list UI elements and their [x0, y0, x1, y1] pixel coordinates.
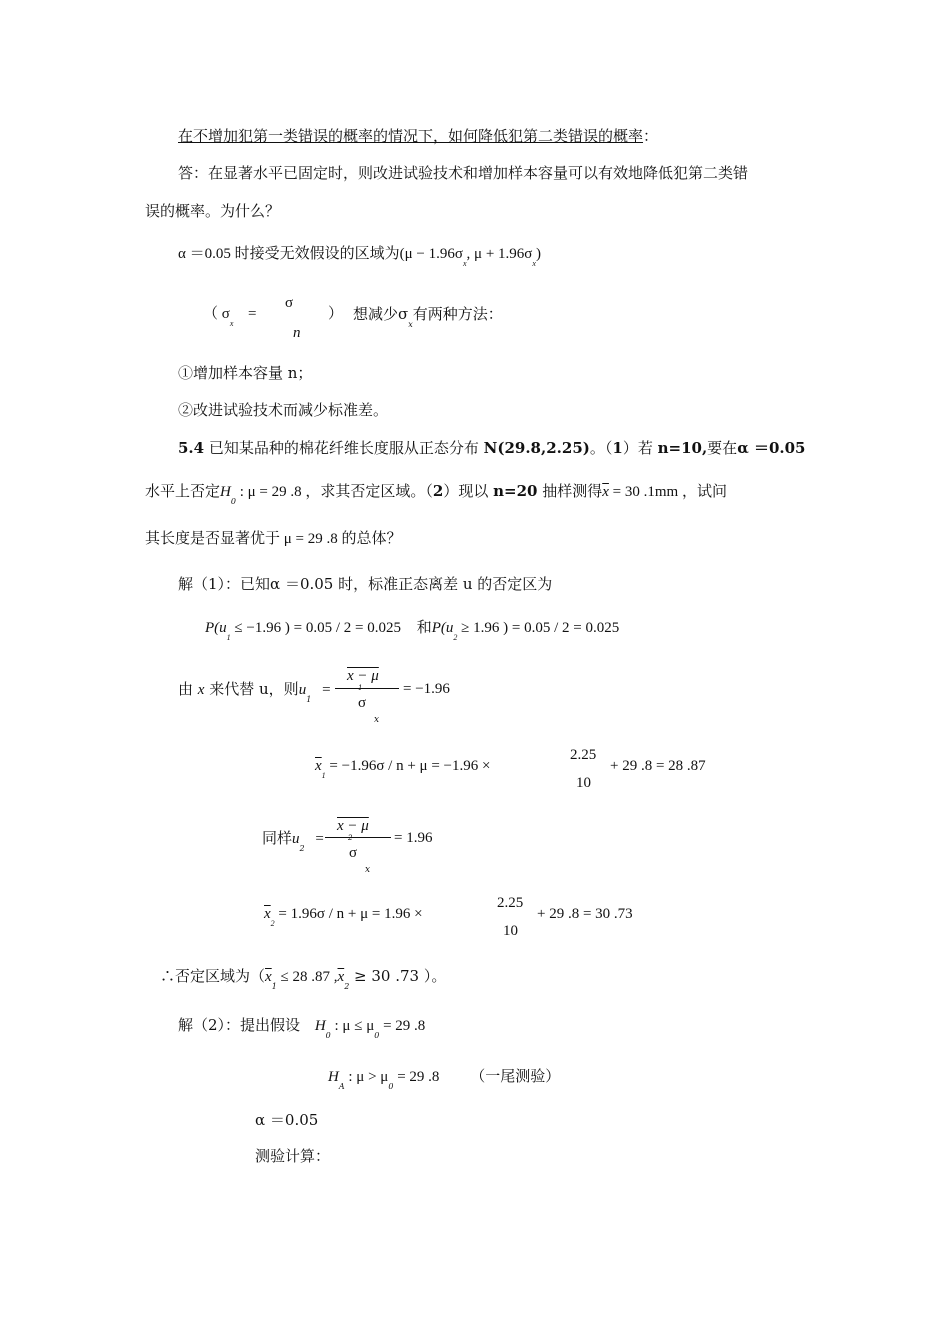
- reduce-sigma-sub: x: [408, 320, 413, 329]
- u2-sub: 2: [299, 844, 305, 853]
- prob-a: P(u: [205, 620, 227, 636]
- replace-mid: 来代替 u，则: [209, 680, 299, 698]
- problem-number: 5.4: [178, 439, 205, 457]
- question-line: [178, 126, 658, 146]
- x1-sub: 1: [321, 771, 326, 780]
- problem-n10: n=10,: [657, 439, 708, 457]
- sigma-fraction-numerator: σ: [285, 295, 294, 311]
- u2-symbol: u: [292, 831, 300, 847]
- problem-line3-end: 的总体？: [341, 529, 402, 547]
- problem-h0: H: [220, 484, 231, 500]
- sol2-alpha: α ＝0.05: [255, 1111, 319, 1129]
- sol2-ha-sub: A: [338, 1082, 345, 1091]
- problem-xval: = 30 .1mm ，试问: [608, 484, 727, 500]
- reject-x2-sub: 2: [344, 982, 350, 991]
- reduce-sigma-text2: 有两种方法：: [412, 305, 503, 323]
- interval-left-sub: x: [462, 259, 467, 268]
- reject-mid: ≤ 28 .87 ,: [276, 969, 338, 985]
- x1-frac-num: 2.25: [570, 747, 597, 763]
- reject-pre: ∴否定区域为（: [160, 967, 266, 985]
- sol2-h0-rest: : μ ≤ μ: [330, 1018, 375, 1034]
- x2-frac-den: 10: [503, 923, 518, 939]
- u1-eq: =: [322, 682, 331, 698]
- u1-fraction-bar: [335, 688, 399, 689]
- alpha-prefix: α ＝0.05 时接受无效假设的区域为: [178, 246, 400, 262]
- probability-line: [205, 618, 619, 640]
- x2-result: + 29 .8 = 30 .73: [537, 906, 633, 922]
- alternative-hypothesis-line: [328, 1066, 560, 1089]
- problem-line-2: [145, 481, 727, 504]
- u1-numerator: [347, 666, 379, 686]
- u1-sub: 1: [306, 695, 312, 704]
- interval-left: (μ − 1.96σ: [399, 246, 463, 262]
- acceptance-region-line: [178, 244, 541, 266]
- u1-denominator: σ: [358, 695, 367, 711]
- prob-b-rest: ≥ 1.96 ) = 0.05 / 2 = 0.025: [457, 620, 620, 636]
- x2-expression: = 1.96σ / n + μ = 1.96 ×: [278, 906, 423, 922]
- x1-expression: = −1.96σ / n + μ = −1.96 ×: [329, 758, 491, 774]
- u2-num-text: x − μ: [337, 818, 369, 834]
- u2-fraction-bar: [325, 837, 391, 838]
- u1-numerator-sub: 1: [358, 684, 363, 692]
- sol2-ha: H: [328, 1069, 339, 1085]
- problem-alpha: α ＝0.05: [737, 439, 806, 457]
- u2-eq: =: [315, 831, 324, 847]
- problem-text-2: 。（: [589, 439, 613, 457]
- sol2-ha-rest: : μ > μ: [344, 1069, 389, 1085]
- u1-value: = −1.96: [403, 681, 450, 697]
- question-text: 在不增加犯第一类错误的概率的情况下，如何降低犯第二类错误的概率: [178, 127, 644, 145]
- problem-line-3: [145, 528, 402, 549]
- problem-n20: n=20: [493, 482, 538, 500]
- u2-denominator: σ: [349, 845, 358, 861]
- u1-num-text: x − μ: [347, 668, 379, 684]
- problem-h0-eq: : μ = 29 .8 ，求其否定区域。（: [235, 484, 433, 500]
- problem-text-1: 已知某品种的棉花纤维长度服从正态分布: [204, 439, 484, 457]
- problem-part-1: 1: [612, 439, 623, 457]
- sol2-mu0-sub: 0: [374, 1031, 380, 1040]
- reject-x2: $\overline{x}$: [337, 969, 345, 985]
- sol2-h0: H: [314, 1018, 326, 1034]
- u2-value: = 1.96: [394, 830, 433, 846]
- sol2-ha-val: = 29 .8: [393, 1069, 440, 1085]
- sol2-h0-val: = 29 .8: [379, 1018, 426, 1034]
- method-item-1: ①增加样本容量 n；: [178, 364, 313, 382]
- sigma-open: [203, 304, 233, 326]
- solution2-head-line: [178, 1015, 425, 1038]
- problem-line-1: [178, 438, 806, 458]
- sol2-tail: （一尾测验）: [470, 1067, 561, 1085]
- sol2-ha-mu0-sub: 0: [388, 1082, 394, 1091]
- rejection-region-line: [160, 966, 446, 989]
- problem-h0-sub: 0: [230, 497, 236, 506]
- problem-xbar: $\overline{x}$: [602, 484, 609, 500]
- x2-line: [264, 904, 423, 926]
- problem-text-3: ）若: [622, 439, 658, 457]
- x1-line: [315, 756, 490, 778]
- u2-numerator: [337, 816, 369, 836]
- problem-part-2: 2: [432, 482, 444, 500]
- prob-and: 和: [416, 620, 432, 636]
- u1-symbol: u: [298, 682, 307, 698]
- reduce-sigma-line: [353, 304, 503, 327]
- problem-text-4: 要在: [707, 439, 738, 457]
- x2-frac-num: 2.25: [497, 895, 524, 911]
- reject-x1-sub: 1: [271, 982, 277, 991]
- interval-right-sub: x: [532, 259, 536, 268]
- u2-numerator-sub: 2: [348, 834, 353, 842]
- problem-mu: μ = 29 .8: [280, 531, 342, 547]
- solution1-head: 解（1）：已知α ＝0.05 时，标准正态离差 u 的否定区为: [178, 575, 553, 593]
- interval-end: ): [535, 246, 541, 262]
- replace-x: x: [197, 682, 205, 698]
- answer-continuation: 误的概率。为什么？: [145, 202, 281, 220]
- method-item-2: ②改进试验技术而减少标准差。: [178, 401, 389, 419]
- reject-end: ≥ 30 .73 ）。: [349, 967, 447, 985]
- solution2-head: 解（2）：提出假设: [178, 1016, 301, 1034]
- sigma-open-text: （ σ: [203, 306, 230, 322]
- reject-x1: $\overline{x}$: [265, 969, 272, 985]
- same-line: [262, 828, 324, 851]
- prob-a-rest: ≤ −1.96 ) = 0.05 / 2 = 0.025: [230, 620, 401, 636]
- u1-den-sub: x: [374, 715, 380, 725]
- problem-line2-a: 水平上否定: [145, 482, 221, 500]
- same-text: 同样: [262, 829, 293, 847]
- x2-symbol: $\overline{x}$: [264, 906, 271, 922]
- u2-den-sub: x: [365, 865, 371, 875]
- sol2-calc: 测验计算：: [255, 1147, 331, 1165]
- x1-frac-den: 10: [576, 775, 591, 791]
- question-punct: ：: [643, 127, 659, 145]
- problem-distribution: N(29.8,2.25): [483, 439, 590, 457]
- interval-mid: , μ + 1.96σ: [466, 246, 533, 262]
- problem-line2-b: ）现以: [443, 482, 494, 500]
- sigma-fraction-denominator: n: [293, 325, 301, 341]
- reduce-sigma-text: 想减少σ: [353, 305, 409, 323]
- sigma-eq: =: [248, 306, 257, 322]
- sol2-h0-sub: 0: [325, 1031, 331, 1040]
- x2-sub: 2: [270, 919, 275, 928]
- prob-b-sub: 2: [453, 633, 458, 642]
- answer-line: 答：在显著水平已固定时，则改进试验技术和增加样本容量可以有效地降低犯第二类错: [178, 164, 749, 182]
- replace-pre: 由: [178, 680, 194, 698]
- sigma-close: ）: [328, 306, 344, 322]
- prob-a-sub: 1: [226, 633, 231, 642]
- problem-line3-text: 其长度是否显著优于: [145, 529, 281, 547]
- x1-symbol: $\overline{x}$: [315, 758, 322, 774]
- problem-line2-c: 抽样测得: [537, 482, 603, 500]
- replace-line: [178, 679, 331, 702]
- sigma-sub: x: [229, 319, 234, 328]
- prob-b: P(u: [431, 620, 454, 636]
- x1-result: + 29 .8 = 28 .87: [610, 758, 706, 774]
